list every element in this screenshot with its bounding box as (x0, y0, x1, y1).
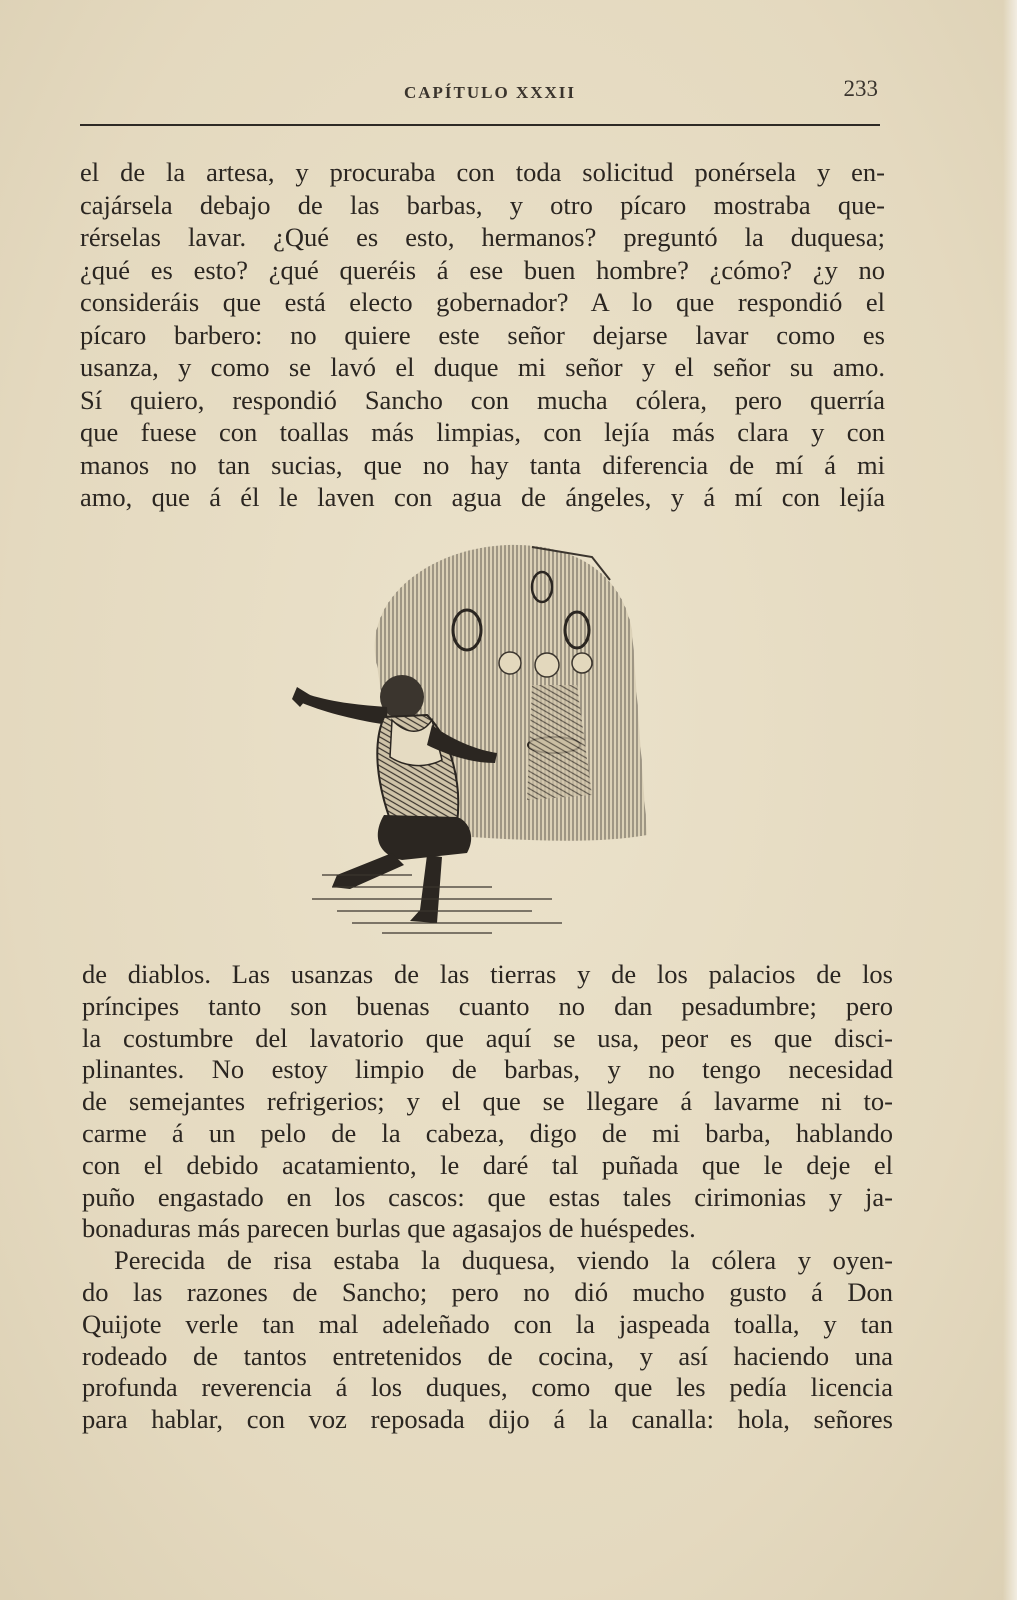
text-line: puño engastado en los cascos: que estas tales cirimonias y ja- (82, 1181, 893, 1212)
text-line: para hablar, con voz reposada dijo á la canalla: hola, señores (82, 1404, 893, 1435)
text-line: plinantes. No estoy limpio de barbas, y no tengo necesidad (82, 1054, 893, 1085)
text-line: la costumbre del lavatorio que aquí se usa, peor es que disci- (82, 1022, 893, 1053)
text-line: príncipes tanto son buenas cuanto no dan pesadumbre; pero (82, 990, 893, 1021)
text-line: amo, que á él le laven con agua de ángeles, y á mí con lejía (80, 482, 885, 512)
text-line: con el debido acatamiento, le daré tal puñada que le deje el (82, 1149, 893, 1180)
text-line: carme á un pelo de la cabeza, digo de mi barba, hablando (82, 1117, 893, 1148)
paragraph-end-line: bonaduras más parecen burlas que agasajos de huéspedes. (82, 1213, 696, 1244)
text-line: profunda reverencia á los duques, como que les pedía licencia (82, 1372, 893, 1403)
text-line: Quijote verle tan mal adeleñado con la jaspeada toalla, y tan (82, 1308, 893, 1339)
text-line: rérselas lavar. ¿Qué es esto, hermanos? preguntó la duquesa; (80, 222, 885, 252)
sancho-arm (302, 693, 388, 725)
engraving-illustration (292, 535, 664, 945)
onlooker-face (499, 652, 521, 674)
onlooker-face (535, 653, 559, 677)
text-line: ¿qué es esto? ¿qué queréis á ese buen hombre? ¿cómo? ¿y no (80, 254, 885, 285)
text-line: pícaro barbero: no quiere este señor dejarse lavar como es (80, 319, 885, 350)
text-line: rodeado de tantos entretenidos de cocina, y así haciendo una (82, 1340, 893, 1371)
text-line: el de la artesa, y procuraba con toda solicitud ponérsela y en- (80, 157, 885, 187)
sancho-leg-left (332, 853, 404, 889)
text-line: de semejantes refrigerios; y el que se llegare á lavarme ni to- (82, 1086, 893, 1117)
text-line: manos no tan sucias, que no hay tanta diferencia de mí á mi (80, 449, 885, 480)
text-line: do las razones de Sancho; pero no dió mucho gusto á Don (82, 1276, 893, 1307)
text-line: que fuese con toallas más limpias, con lejía más clara y con (80, 417, 885, 447)
header-rule (80, 124, 880, 126)
running-header-chapter: CAPÍTULO XXXII (403, 83, 577, 102)
text-block-top (80, 156, 885, 514)
text-line: Sí quiero, respondió Sancho con mucha cólera, pero querría (80, 384, 885, 415)
text-line: cajársela debajo de las barbas, y otro pícaro mostraba que- (80, 189, 885, 220)
sancho-leg-right (410, 855, 442, 923)
text-line: consideráis que está electo gobernador? A lo que respondió el (80, 287, 885, 317)
page-edge (1003, 0, 1017, 1600)
paragraph-start-line: Perecida de risa estaba la duquesa, viendo la cólera y oyen- (114, 1245, 893, 1276)
text-line: de diablos. Las usanzas de las tierras y de los palacios de los (82, 959, 893, 989)
page-number: 233 (843, 76, 878, 101)
text-line: usanza, y como se lavó el duque mi señor y el señor su amo. (80, 352, 885, 382)
onlooker-face (572, 653, 592, 673)
text-block-bottom (82, 959, 893, 1436)
